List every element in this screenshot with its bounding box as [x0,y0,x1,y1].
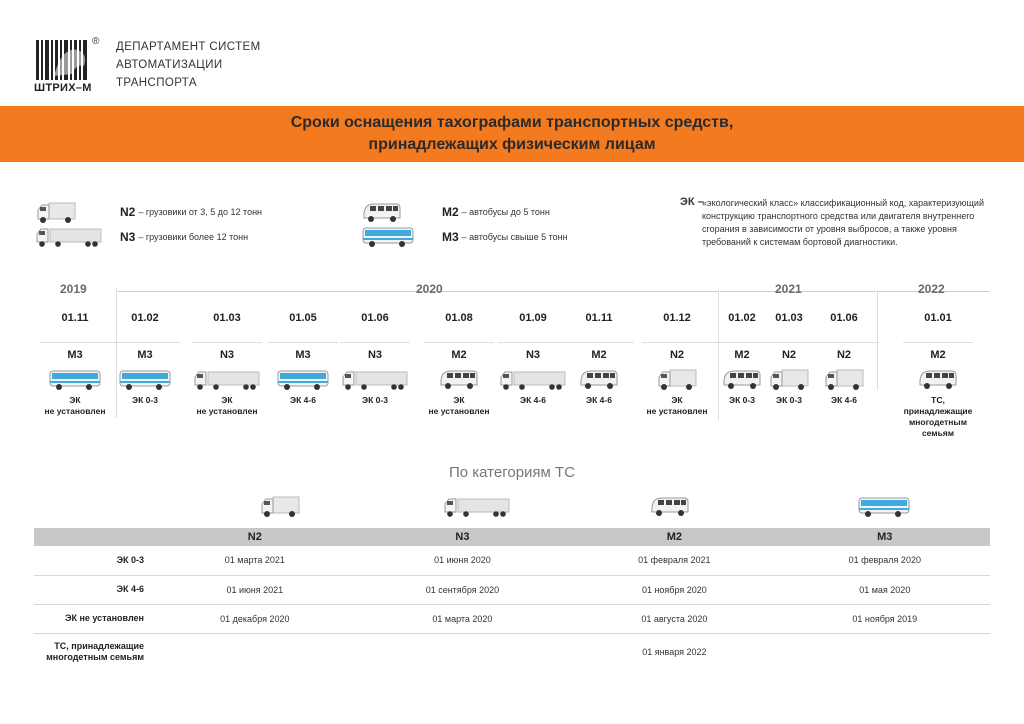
truck-icon [642,367,712,393]
event-category: M3 [137,349,153,361]
event-ek: ЭК не установлен [428,395,490,416]
truck-trailer-icon [444,496,510,523]
table-cell: 01 марта 2021 [154,546,356,575]
event-ek: ЭК не установлен [646,395,708,416]
truck-trailer-icon [192,367,262,393]
legend-m2-label: M2 – автобусы до 5 тонн [442,205,550,219]
event-date: 01.11 [585,312,613,324]
truck-trailer-icon [498,367,568,393]
truck-icon [36,202,76,226]
timeline-event [809,312,879,406]
event-ek: ЭК не установлен [196,395,258,416]
legend-m3 [362,226,414,250]
event-date: 01.01 [924,312,952,324]
year-label: 2021 [775,282,802,296]
table-row [34,633,990,671]
truck-icon [809,367,879,393]
table-header-row [34,528,990,546]
year-separator [718,290,719,420]
timeline-event [110,312,180,406]
title-banner [0,106,1024,162]
category-vehicle [570,496,770,523]
event-ek: ЭК 0-3 [776,395,802,405]
banner-title-line1: Сроки оснащения тахографами транспортных средств, [290,114,734,131]
bus-icon [110,367,180,393]
row-label: ТС, принадлежащие многодетным семьям [46,641,144,663]
event-category: N2 [781,349,797,361]
event-ek: ТС, принадлежащие многодетным семьям [903,395,973,438]
truck-icon [260,496,300,523]
legend-n2-label: N2 – грузовики от 3, 5 до 12 тонн [120,205,263,219]
event-date: 01.06 [361,312,389,324]
categories-table [34,528,990,671]
event-date: 01.05 [289,312,317,324]
year-label: 2020 [416,282,443,296]
van-icon [424,367,494,393]
category-vehicle [377,496,577,523]
event-category: M2 [591,349,607,361]
table-cell: 01 января 2022 [642,647,707,658]
table-cell: 01 декабря 2020 [154,604,356,633]
timeline-event [40,312,110,417]
event-ek: ЭК 4-6 [586,395,612,405]
column-header: M3 [780,528,990,546]
event-ek: ЭК 0-3 [132,395,158,405]
logo-text: ШТРИХ–М [34,82,92,94]
category-vehicle [784,496,984,523]
event-category: N3 [525,349,541,361]
event-category: M2 [734,349,750,361]
event-ek: ЭК 0-3 [362,395,388,405]
table-cell: 01 февраля 2020 [780,546,990,575]
table-row [34,575,990,604]
bus-icon [268,367,338,393]
event-ek: ЭК не установлен [44,395,106,416]
column-header: N2 [154,528,356,546]
event-category: N2 [669,349,685,361]
timeline-event [340,312,410,406]
timeline-event [268,312,338,406]
event-category: M2 [451,349,467,361]
legend-m3-label: M3 – автобусы свыше 5 тонн [442,230,568,244]
column-header: N3 [356,528,569,546]
table-cell: 01 мая 2020 [780,575,990,604]
event-date: 01.03 [213,312,241,324]
truck-trailer-icon [340,367,410,393]
event-ek: ЭК 4-6 [831,395,857,405]
bus-icon [858,496,910,523]
table-cell: 01 ноября 2020 [569,575,779,604]
year-label: 2022 [918,282,945,296]
van-icon [903,367,973,393]
timeline-event [564,312,634,406]
event-ek: ЭК 0-3 [729,395,755,405]
event-date: 01.12 [663,312,691,324]
legend-m2 [362,202,402,226]
table-cell: 01 марта 2020 [356,604,569,633]
event-category: M3 [67,349,83,361]
registered-mark: ® [92,36,100,47]
bus-icon [40,367,110,393]
timeline-event [192,312,262,417]
legend-n3 [36,226,102,250]
event-date: 01.02 [131,312,159,324]
timeline-event [498,312,568,406]
legend-n2 [36,202,88,226]
event-date: 01.08 [445,312,473,324]
event-ek: ЭК 4-6 [520,395,546,405]
table-row [34,604,990,633]
column-header: M2 [569,528,779,546]
timeline-event [642,312,712,417]
ek-definition: ЭК – «экологический класс» классификационный код, характеризующий конструкцию транспортного средства или двигателя внутреннего сгорания в зависимости от уровня выбросов, а также уровня требований к системам бортовой диагностики. [680,196,984,247]
year-label: 2019 [60,282,87,296]
department-name: ДЕПАРТАМЕНТ СИСТЕМ АВТОМАТИЗАЦИИ ТРАНСПОРТА [116,41,261,89]
timeline-event [903,312,973,439]
table-cell: 01 июня 2021 [154,575,356,604]
banner-title-line2: принадлежащих физическим лицам [368,136,656,153]
year-separator [116,288,117,418]
legend-n3-label: N3 – грузовики более 12 тонн [120,230,249,244]
event-category: N3 [219,349,235,361]
table-cell: 01 февраля 2021 [569,546,779,575]
event-category: N2 [836,349,852,361]
event-date: 01.06 [830,312,858,324]
van-icon [650,496,690,523]
table-cell: 01 ноября 2019 [780,604,990,633]
event-date: 01.02 [728,312,756,324]
event-ek: ЭК 4-6 [290,395,316,405]
event-category: N3 [367,349,383,361]
event-date: 01.09 [519,312,547,324]
table-cell: 01 июня 2020 [356,546,569,575]
category-vehicle [180,496,380,523]
truck-trailer-icon [36,226,102,250]
section-title: По категориям ТС [448,464,576,481]
event-category: M2 [930,349,946,361]
year-separator [877,290,878,390]
event-date: 01.03 [775,312,803,324]
bus-icon [362,226,414,250]
table-cell: 01 сентября 2020 [356,575,569,604]
timeline-event [424,312,494,417]
row-label: ЭК не установлен [34,604,154,633]
row-label: ЭК 4-6 [34,575,154,604]
row-label: ЭК 0-3 [34,546,154,575]
van-icon [362,202,402,226]
table-row [34,546,990,575]
van-icon [564,367,634,393]
table-cell: 01 августа 2020 [569,604,779,633]
event-category: M3 [295,349,311,361]
event-date: 01.11 [61,312,89,324]
